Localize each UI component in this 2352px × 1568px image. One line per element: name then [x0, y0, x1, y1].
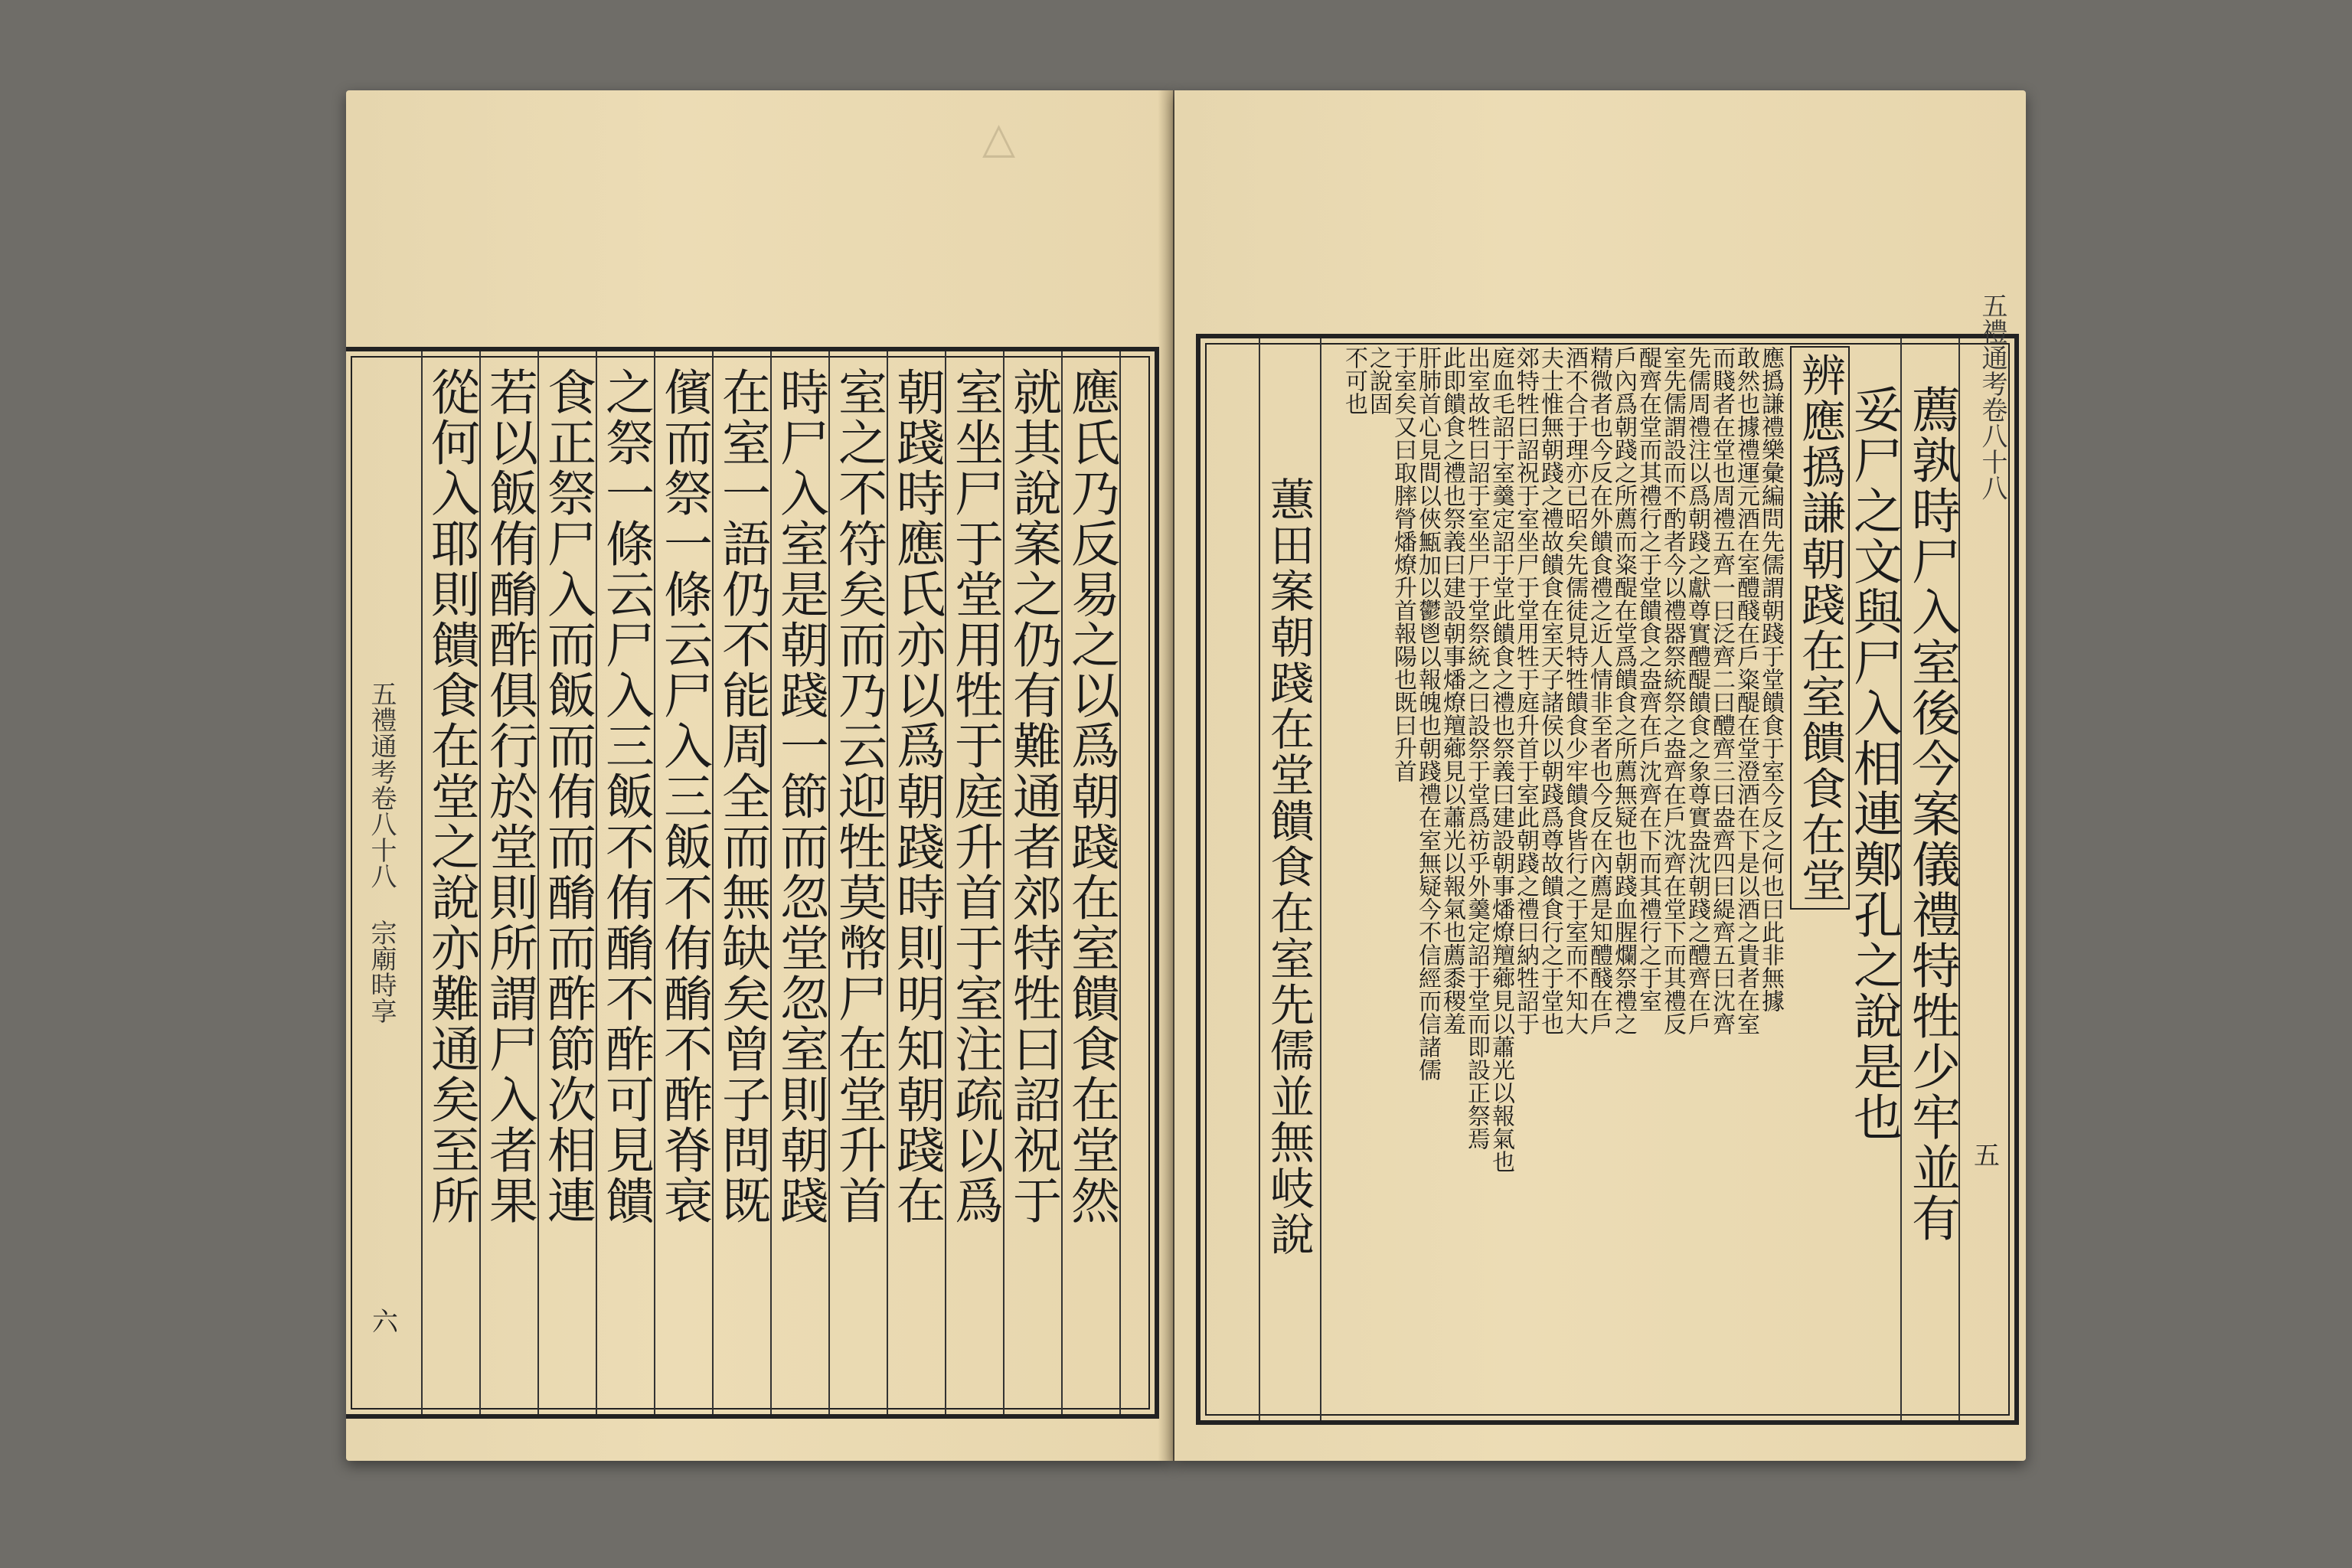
commentary-column: 之說固	[1365, 346, 1392, 415]
text-column: 之祭一條云尸入三飯不侑酳不酢可見饋	[597, 367, 654, 1226]
right-text-frame	[1196, 292, 2019, 1425]
commentary-column: 郊特牲曰詔祝于室坐尸于堂用牲于庭升首于室此朝踐之禮曰納牲詔于	[1512, 346, 1539, 1035]
text-column: 室之不符矣而乃云迎牲莫幣尸在堂升首	[830, 367, 887, 1226]
commentary-column: 不可也	[1341, 346, 1367, 415]
commentary-column: 出室故牲曰詔于室坐尸于堂祭統之曰設祭于堂爲祊乎外羹定詔于堂而即設正祭焉	[1463, 346, 1490, 1150]
text-column: 薦孰時尸入室後今案儀禮特牲少牢並有	[1903, 384, 1960, 1243]
text-column: 食正祭尸入而飯而侑而酳而酢節次相連	[539, 367, 596, 1226]
commentary-column: 先儒周禮注以爲朝踐之獻尊實醴醍饋食之象尊實盎沈朝踐之醴齊在戶	[1684, 346, 1710, 1035]
text-column: 應氏乃反易之以爲朝踐在室饋食在堂然	[1063, 367, 1119, 1226]
text-column: 儐而祭一條云尸入三飯不侑酳不酢脊衰	[655, 367, 712, 1226]
open-book	[346, 90, 2026, 1476]
bleed-through-text: △	[974, 113, 1024, 163]
margin-label: 五禮通考卷八十八 宗廟時享	[366, 681, 397, 1024]
commentary-column: 而賤者在堂也周禮五齊一曰泛齊二曰醴齊三曰盎齊四曰緹齊五曰沈齊	[1708, 346, 1735, 1035]
text-column: 妥尸之文與尸入相連鄭孔之說是也	[1845, 384, 1902, 1142]
commentary-column: 肝肺首心見間以俠甒加以鬱鬯以報魄也朝踐禮在室無疑今不信經而信諸儒	[1414, 346, 1441, 1081]
text-column: 時尸入室是朝踐一節而忽堂忽室則朝踐	[772, 367, 828, 1226]
text-column: 就其說案之仍有難通者郊特牲曰詔祝于	[1004, 367, 1061, 1226]
margin-label: 五禮通考卷八十八	[1977, 292, 2007, 501]
section-heading: 辨應撝謙朝踐在室饋食在堂	[1790, 346, 1850, 910]
commentary-column: 醍齊在堂而其禮行之于堂饋食之盎齊在戶沈齊在下而其禮行之于室	[1635, 346, 1661, 1012]
text-column: 從何入耶則饋食在堂之說亦難通矣至所	[423, 367, 479, 1226]
commentary-column: 此即饋食之禮也祭義曰建設朝事燔燎羶薌見以蕭光以報氣也薦黍稷羞	[1439, 346, 1465, 1035]
commentary-column: 于室矣又曰取膟膋燔燎升首報陽也既曰升首	[1390, 346, 1416, 782]
editor-comment: 蕙田案朝踐在堂饋食在室先儒並無岐說	[1263, 476, 1315, 1257]
commentary-column: 酒不合于理亦已昭矣先儒徒見特牲饋食少牢饋食皆行之于室而不知大	[1561, 346, 1588, 1035]
text-column: 朝踐時應氏亦以爲朝踐時則明知朝踐在	[888, 367, 945, 1226]
commentary-column: 室先儒謂設而不酌者今以禮器祭統祭之盎齊在戶沈齊在堂下而其禮反	[1659, 346, 1686, 1035]
text-column: 在室一語仍不能周全而無缺矣曾子問既	[714, 367, 770, 1226]
text-column: 室坐尸于堂用牲于庭升首于室注疏以爲	[946, 367, 1003, 1226]
commentary-column: 庭血毛詔于室羹定詔于堂此饋食之禮也祭義曰建設朝事燔燎羶薌見以蕭光以報氣也	[1488, 346, 1514, 1173]
page-number: 五	[1974, 1141, 2000, 1171]
left-page	[346, 90, 1173, 1461]
commentary-column: 夫士惟無朝踐之禮故饋食在室天子諸侯以朝踐爲尊故饋食行之于堂也	[1537, 346, 1563, 1035]
page-number: 六	[372, 1307, 398, 1338]
left-text-frame	[346, 347, 1159, 1419]
commentary-column: 敢然也據禮運元酒在室醴醆在戶粢醍在堂澄酒在下是以酒之貴者在室	[1733, 346, 1759, 1035]
text-column: 若以飯侑酳酢俱行於堂則所謂尸入者果	[481, 367, 537, 1226]
commentary-column: 精微者也今反在外饋食禮之近人情非至者也今反在內薦是知醴醆在戶	[1586, 346, 1612, 1035]
commentary-column: 應撝謙禮樂彙編問先儒謂朝踐于堂饋食于室今反之何也曰此非無據	[1757, 346, 1784, 1012]
commentary-column: 戶內爲朝踐之所薦而粢醍在堂爲饋食之所薦無疑也朝踐血腥爛祭禮之	[1610, 346, 1637, 1035]
right-page	[1174, 90, 2026, 1461]
